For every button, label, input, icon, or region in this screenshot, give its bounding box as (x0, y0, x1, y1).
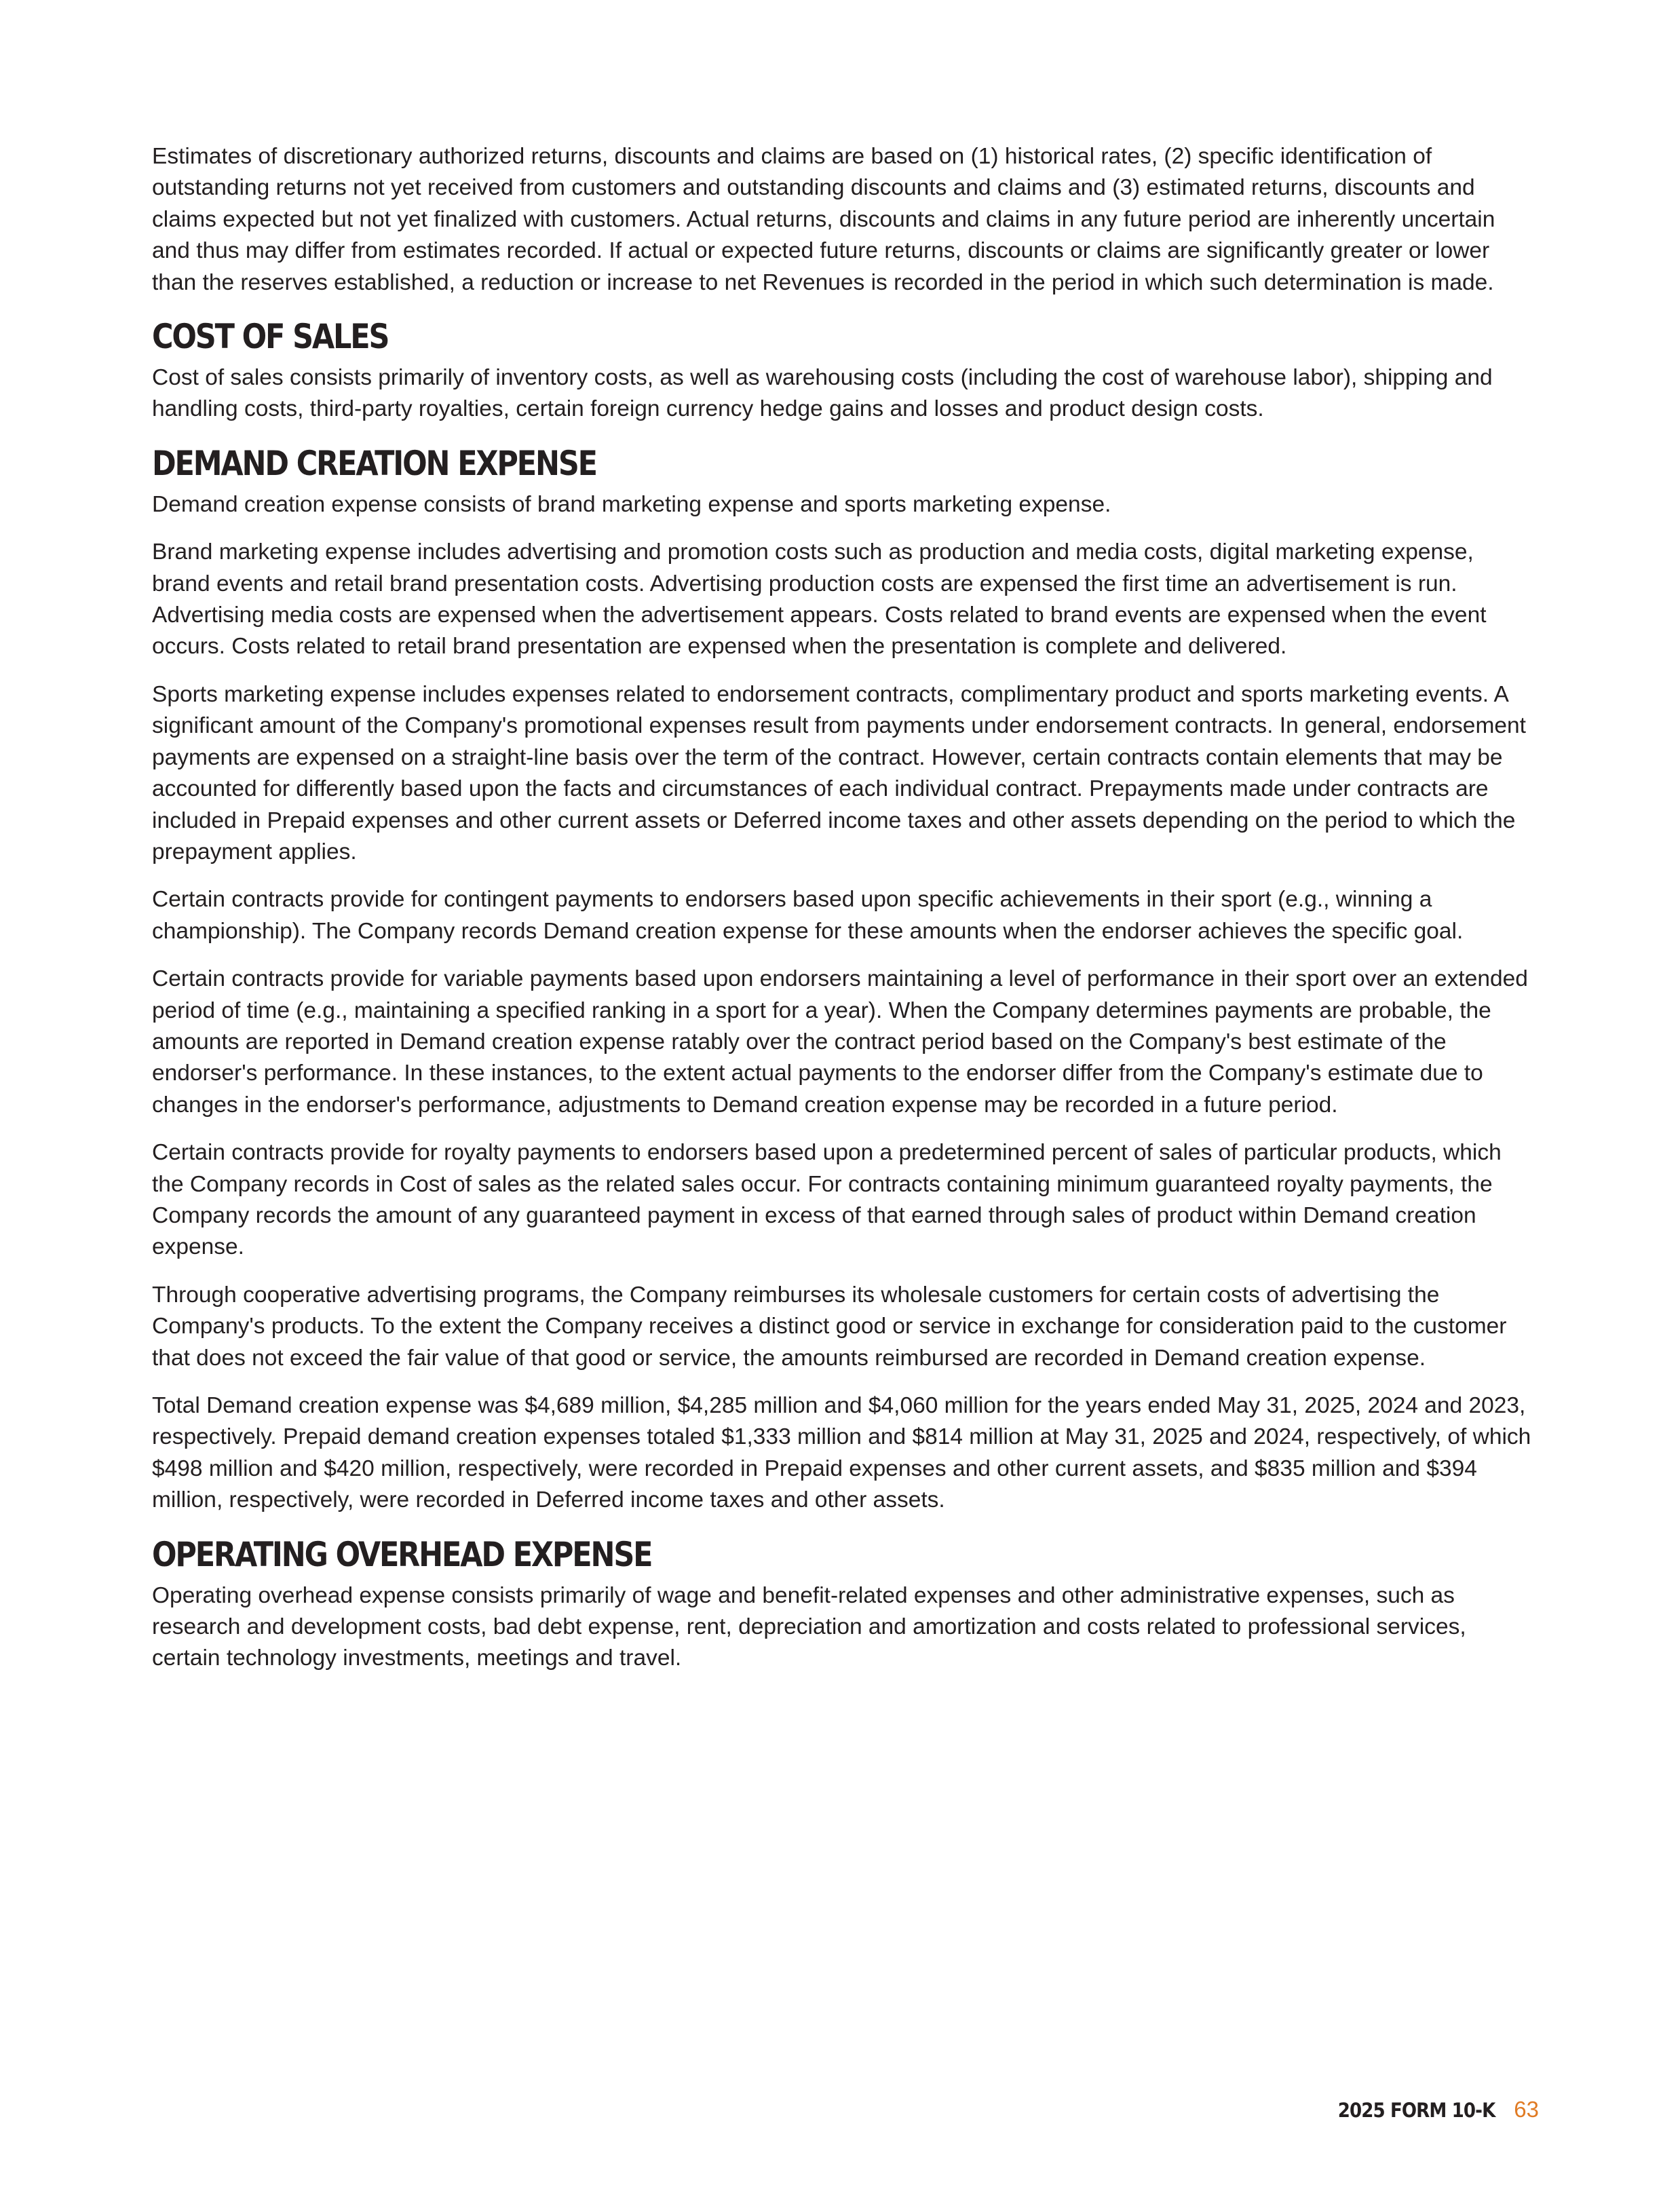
operating-overhead-section (152, 1533, 1532, 1675)
demand-creation-paragraph: Sports marketing expense includes expenses related to endorsement contracts, complimentary product and sports marketing events. A significant amount of the Company's promotional expenses result from payments under endorsement contracts. In general, endorsement payments are expensed on a straight-line basis over the term of the contract. However, certain contracts contain elements that may be accounted for differently based upon the facts and circumstances of each individual contract. Prepayments made under contracts are included in Prepaid expenses and other current assets or Deferred income taxes and other assets depending on the period to which the prepayment applies. (152, 681, 1526, 864)
form-label: 2025 FORM 10-K (1337, 2099, 1495, 2122)
page-footer (1320, 2097, 1539, 2123)
demand-creation-paragraph: Brand marketing expense includes advertising and promotion costs such as production and media costs, digital marketing expense, brand events and retail brand presentation costs. Advertising production costs are expensed the first time an advertisement is run. Advertising media costs are expensed when the advertisement appears. Costs related to brand events are expensed when the event occurs. Costs related to retail brand presentation are expensed when the presentation is complete and delivered. (152, 539, 1487, 660)
cost-of-sales-paragraph: Cost of sales consists primarily of inventory costs, as well as warehousing costs (including the cost of warehouse labor), shipping and handling costs, third-party royalties, certain foreign currency hedge gains and losses and product design costs. (152, 365, 1493, 422)
document-page (152, 141, 1532, 1691)
page-number: 63 (1514, 2097, 1539, 2122)
demand-creation-paragraph: Demand creation expense consists of brand marketing expense and sports marketing expense. (152, 491, 1111, 517)
intro-paragraph: Estimates of discretionary authorized returns, discounts and claims are based on (1) historical rates, (2) specific identification of outstanding returns not yet received from customers and outstanding discounts and claims and (3) estimated returns, discounts and claims expected but not yet finalized with customers. Actual returns, discounts and claims in any future period are inherently uncertain and thus may differ from estimates recorded. If actual or expected future returns, discounts or claims are significantly greater or lower than the reserves established, a reduction or increase to net Revenues is recorded in the period in which such determination is made. (152, 144, 1495, 295)
demand-creation-paragraph: Through cooperative advertising programs, the Company reimburses its wholesale customers for certain costs of advertising the Company's products. To the extent the Company receives a distinct good or service in exchange for consideration paid to the customer that does not exceed the fair value of that good or service, the amounts reimbursed are recorded in Demand creation expense. (152, 1282, 1507, 1371)
demand-creation-paragraph: Certain contracts provide for contingent payments to endorsers based upon specific achievements in their sport (e.g., winning a championship). The Company records Demand creation expense for these amounts when the endorser achieves the specific goal. (152, 887, 1464, 944)
demand-creation-paragraph: Total Demand creation expense was $4,689 million, $4,285 million and $4,060 million for the years ended May 31, 2025, 2024 and 2023, respectively. Prepaid demand creation expenses totaled $1,333 million and $814 million at May 31, 2025 and 2024, respectively, of which $498 million and $420 million, respectively, were recorded in Prepaid expenses and other current assets, and $835 million and $394 million, respectively, were recorded in Deferred income taxes and other assets. (152, 1393, 1531, 1513)
operating-overhead-paragraph: Operating overhead expense consists primarily of wage and benefit-related expenses and other administrative expenses, such as research and development costs, bad debt expense, rent, depreciation and amortization and costs related to professional services, certain technology investments, meetings and travel. (152, 1582, 1466, 1671)
cost-of-sales-section (152, 315, 1532, 425)
demand-creation-section (152, 442, 1532, 1517)
demand-creation-paragraph: Certain contracts provide for variable payments based upon endorsers maintaining a level of performance in their sport over an extended period of time (e.g., maintaining a specified ranking in a sport for a year). When the Company determines payments are probable, the amounts are reported in Demand creation expense ratably over the contract period based on the Company's best estimate of the endorser's performance. In these instances, to the extent actual payments to the endorser differ from the Company's estimate due to changes in the endorser's performance, adjustments to Demand creation expense may be recorded in a future period. (152, 966, 1528, 1118)
demand-creation-paragraph: Certain contracts provide for royalty payments to endorsers based upon a predetermined percent of sales of particular products, which the Company records in Cost of sales as the related sales occur. For contracts containing minimum guaranteed royalty payments, the Company records the amount of any guaranteed payment in excess of that earned through sales of product within Demand creation expense. (152, 1140, 1502, 1260)
demand-creation-heading: DEMAND CREATION EXPENSE (152, 443, 596, 483)
cost-of-sales-heading: COST OF SALES (152, 317, 389, 357)
operating-overhead-heading: OPERATING OVERHEAD EXPENSE (152, 1534, 652, 1574)
